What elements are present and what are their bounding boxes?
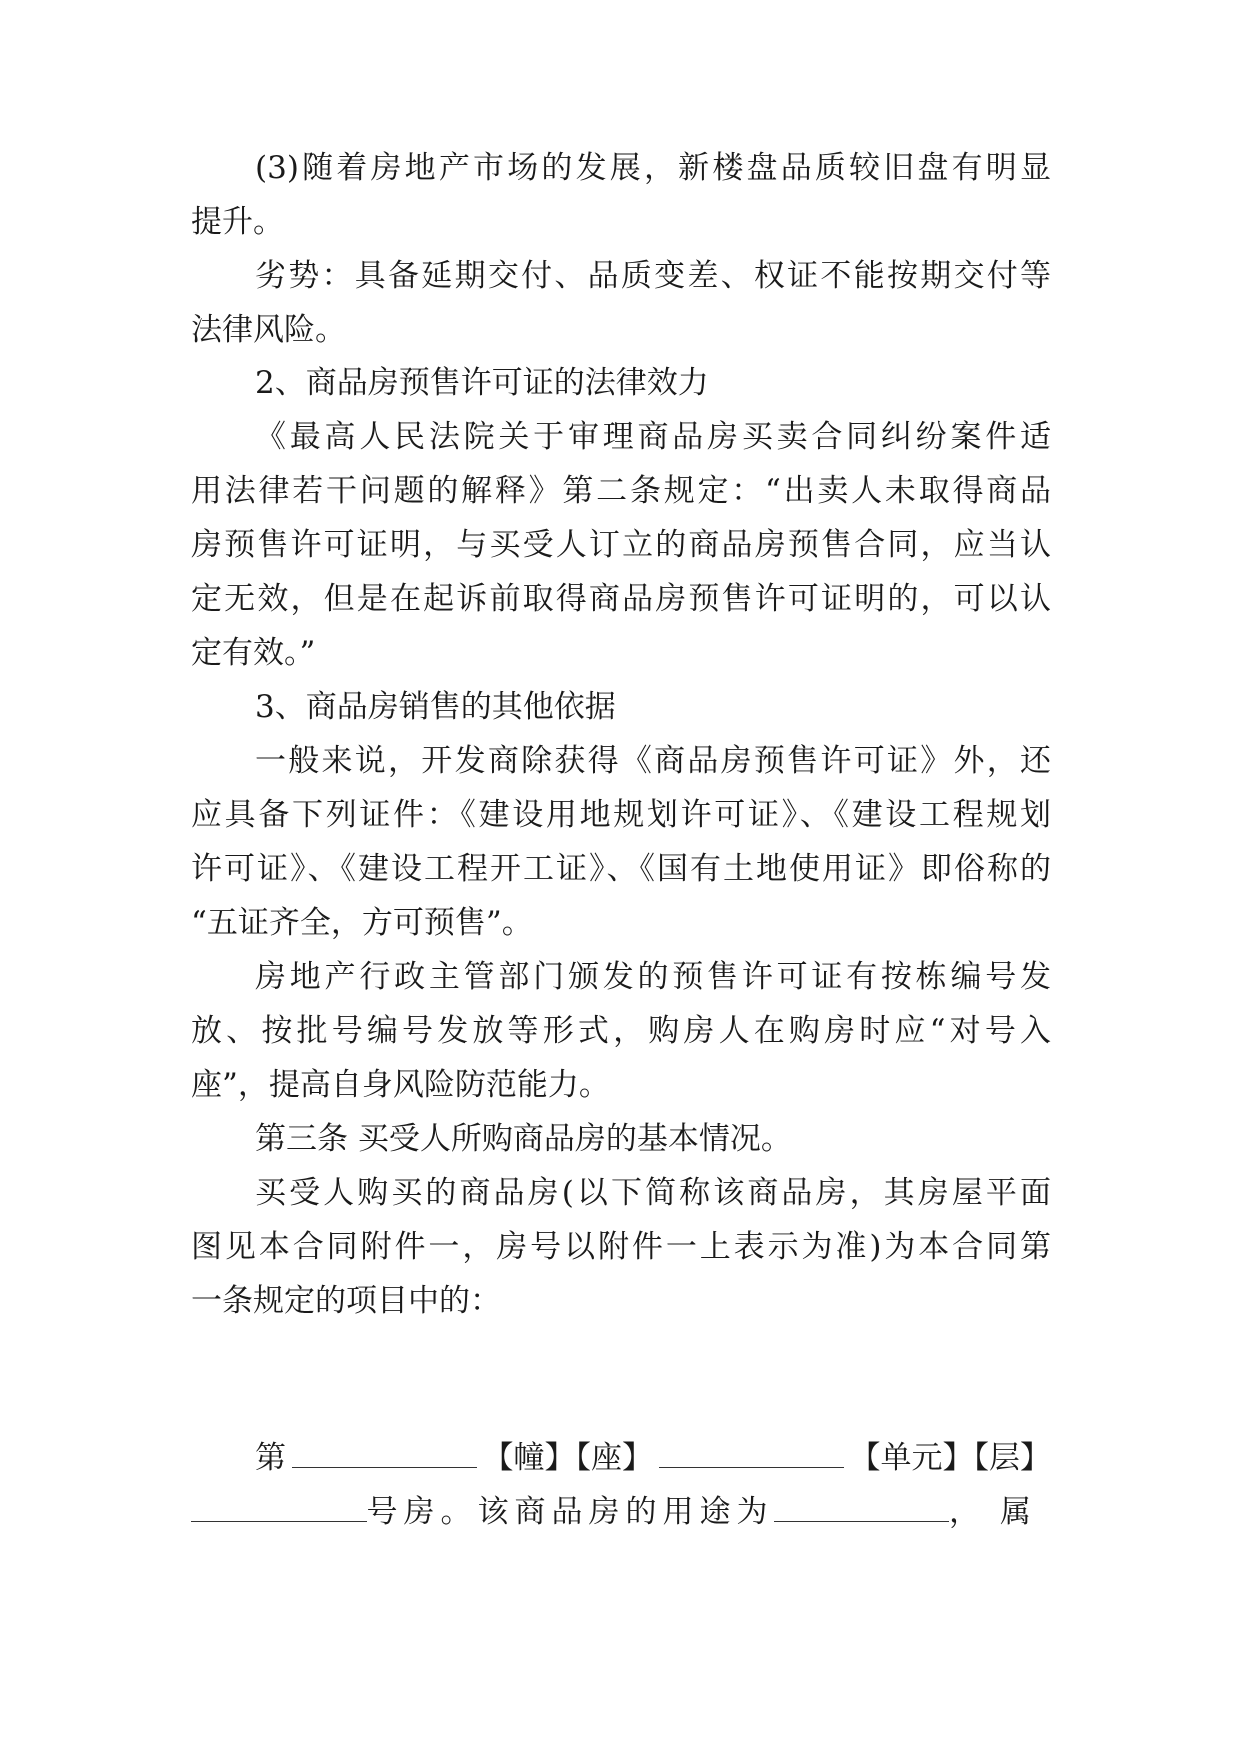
paragraph-line: 应具备下列证件：《建设用地规划许可证》、《建设工程规划 bbox=[191, 797, 1051, 833]
fill-in-line-building bbox=[255, 1437, 1051, 1478]
section-heading: 2、商品房预售许可证的法律效力 bbox=[255, 365, 709, 401]
blank-field-building[interactable] bbox=[292, 1437, 477, 1468]
fill-label-building: 【幢】【座】 bbox=[482, 1440, 653, 1476]
paragraph-line: 许可证》、《建设工程开工证》、《国有土地使用证》即俗称的 bbox=[191, 851, 1051, 887]
fill-label-unit: 【单元】【层】 bbox=[849, 1440, 1051, 1476]
paragraph-line: 定无效，但是在起诉前取得商品房预售许可证明的，可以认 bbox=[191, 581, 1051, 617]
blank-field-room[interactable] bbox=[191, 1491, 367, 1522]
paragraph-line: 劣势：具备延期交付、品质变差、权证不能按期交付等 bbox=[255, 258, 1051, 294]
paragraph-line: 图见本合同附件一，房号以附件一上表示为准)为本合同第 bbox=[191, 1229, 1051, 1265]
paragraph-line: “五证齐全，方可预售”。 bbox=[191, 905, 533, 941]
paragraph-line: 放、按批号编号发放等形式，购房人在购房时应“对号入 bbox=[191, 1013, 1051, 1049]
paragraph-line: 《最高人民法院关于审理商品房买卖合同纠纷案件适 bbox=[255, 419, 1051, 455]
paragraph-line: 定有效。” bbox=[191, 635, 316, 671]
blank-field-usage[interactable] bbox=[774, 1491, 950, 1522]
paragraph-line: 一条规定的项目中的： bbox=[191, 1283, 501, 1319]
fill-label-room: 号房。该商品房的用途为 bbox=[366, 1494, 774, 1530]
paragraph-line: 用法律若干问题的解释》第二条规定：“出卖人未取得商品 bbox=[191, 473, 1051, 509]
paragraph-line: (3)随着房地产市场的发展，新楼盘品质较旧盘有明显 bbox=[255, 150, 1051, 186]
paragraph-line: 提升。 bbox=[191, 204, 284, 240]
paragraph-line: 房地产行政主管部门颁发的预售许可证有按栋编号发 bbox=[255, 959, 1051, 995]
blank-field-unit[interactable] bbox=[659, 1437, 844, 1468]
paragraph-line: 一般来说，开发商除获得《商品房预售许可证》外，还 bbox=[255, 743, 1051, 779]
fill-suffix: ，属 bbox=[949, 1494, 1051, 1530]
section-heading: 3、商品房销售的其他依据 bbox=[255, 689, 616, 725]
paragraph-line: 买受人购买的商品房(以下简称该商品房，其房屋平面 bbox=[255, 1175, 1051, 1211]
paragraph-line: 法律风险。 bbox=[191, 312, 346, 348]
fill-in-line-room bbox=[191, 1491, 1051, 1532]
article-heading: 第三条 买受人所购商品房的基本情况。 bbox=[255, 1121, 792, 1157]
fill-prefix: 第 bbox=[255, 1440, 286, 1476]
paragraph-line: 座”，提高自身风险防范能力。 bbox=[191, 1067, 610, 1103]
paragraph-line: 房预售许可证明，与买受人订立的商品房预售合同，应当认 bbox=[191, 527, 1051, 563]
